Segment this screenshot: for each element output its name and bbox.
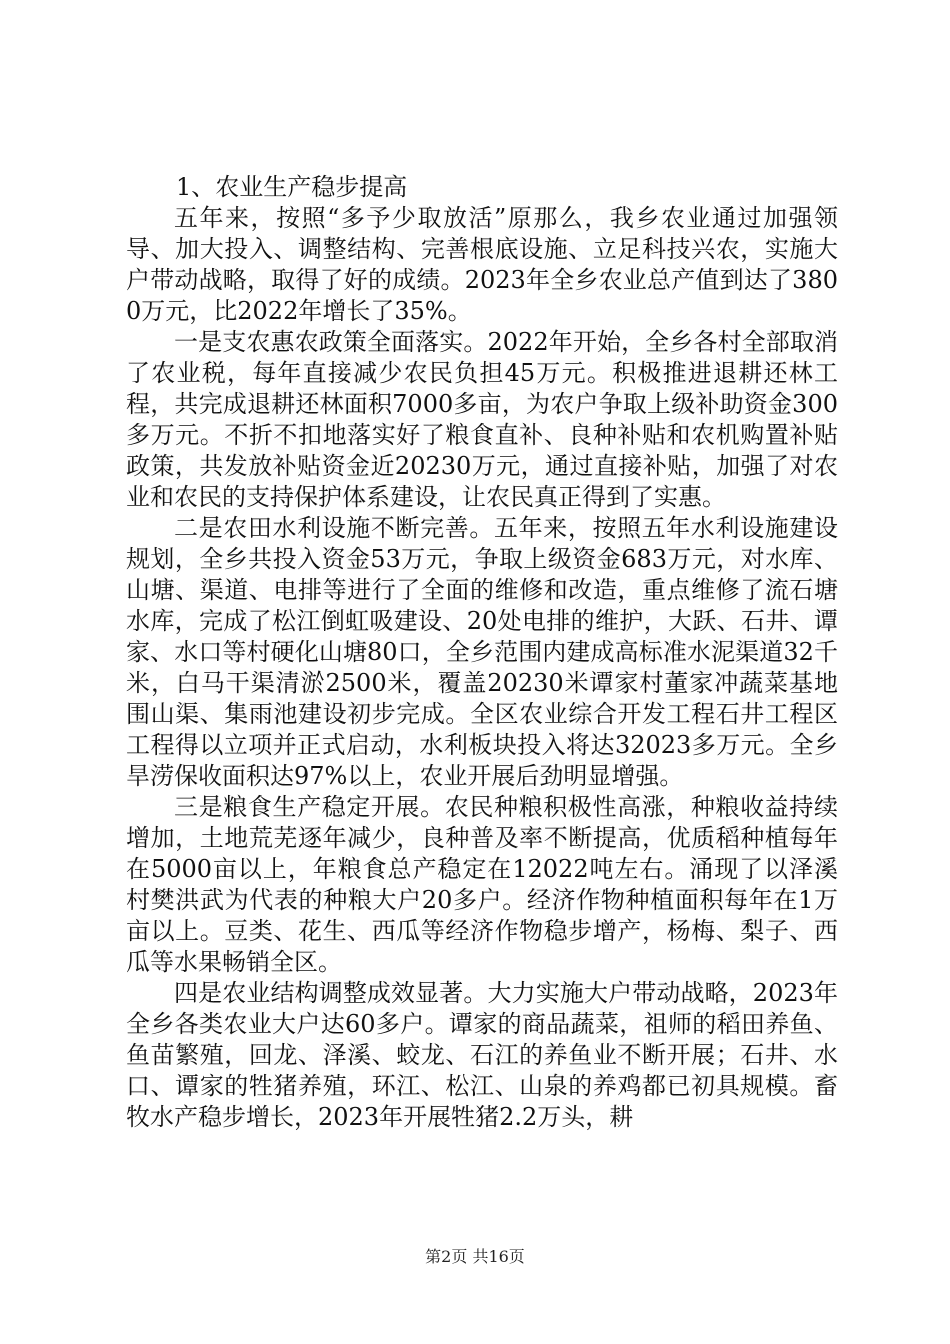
paragraph-grain: 三是粮食生产稳定开展。农民种粮积极性高涨，种粮收益持续增加，土地荒芜逐年减少，良种普及率不断提高，优质稻种植每年在5000亩以上，年粮食总产稳定在12022吨左右。涌现了以泽溪村樊洪武为代表的种粮大户20多户。经济作物种植面积每年在1万亩以上。豆类、花生、西瓜等经济作物稳步增产，杨梅、梨子、西瓜等水果畅销全区。 (126, 793, 838, 976)
paragraph-irrigation: 二是农田水利设施不断完善。五年来，按照五年水利设施建设规划，全乡共投入资金53万元，争取上级资金683万元，对水库、山塘、渠道、电排等进行了全面的维修和改造，重点维修了流石塘水库，完成了松江倒虹吸建设、20处电排的维护，大跃、石井、谭家、水口等村硬化山塘80口，全乡范围内建成高标准水泥渠道32千米，白马干渠清淤2500米，覆盖20230米谭家村董家冲蔬菜基地围山渠、集雨池建设初步完成。全区农业综合开发工程石井工程区工程得以立项并正式启动，水利板块投入将达32023多万元。全乡旱涝保收面积达97%以上，农业开展后劲明显增强。 (126, 514, 838, 790)
paragraph-structure: 四是农业结构调整成效显著。大力实施大户带动战略，2023年全乡各类农业大户达60多户。谭家的商品蔬菜，祖师的稻田养鱼、鱼苗繁殖，回龙、泽溪、蛟龙、石江的养鱼业不断开展；石井、水口、谭家的牲猪养殖，环江、松江、山泉的养鸡都已初具规模。畜牧水产稳步增长，2023年开展牲猪2.2万头，耕 (126, 979, 838, 1131)
paragraph-policy: 一是支农惠农政策全面落实。2022年开始，全乡各村全部取消了农业税，每年直接减少农民负担45万元。积极推进退耕还林工程，共完成退耕还林面积7000多亩，为农户争取上级补助资金300多万元。不折不扣地落实好了粮食直补、良种补贴和农机购置补贴政策，共发放补贴资金近20230万元，通过直接补贴，加强了对农业和农民的支持保护体系建设，让农民真正得到了实惠。 (126, 328, 838, 511)
document-body (126, 172, 838, 1133)
page-number-footer: 第2页 共16页 (425, 1247, 525, 1266)
section-heading: 1、农业生产稳步提高 (176, 173, 408, 201)
paragraph-intro: 五年来，按照“多予少取放活”原那么，我乡农业通过加强领导、加大投入、调整结构、完善根底设施、立足科技兴农，实施大户带动战略，取得了好的成绩。2023年全乡农业总产值到达了3800万元，比2022年增长了35%。 (126, 204, 838, 325)
